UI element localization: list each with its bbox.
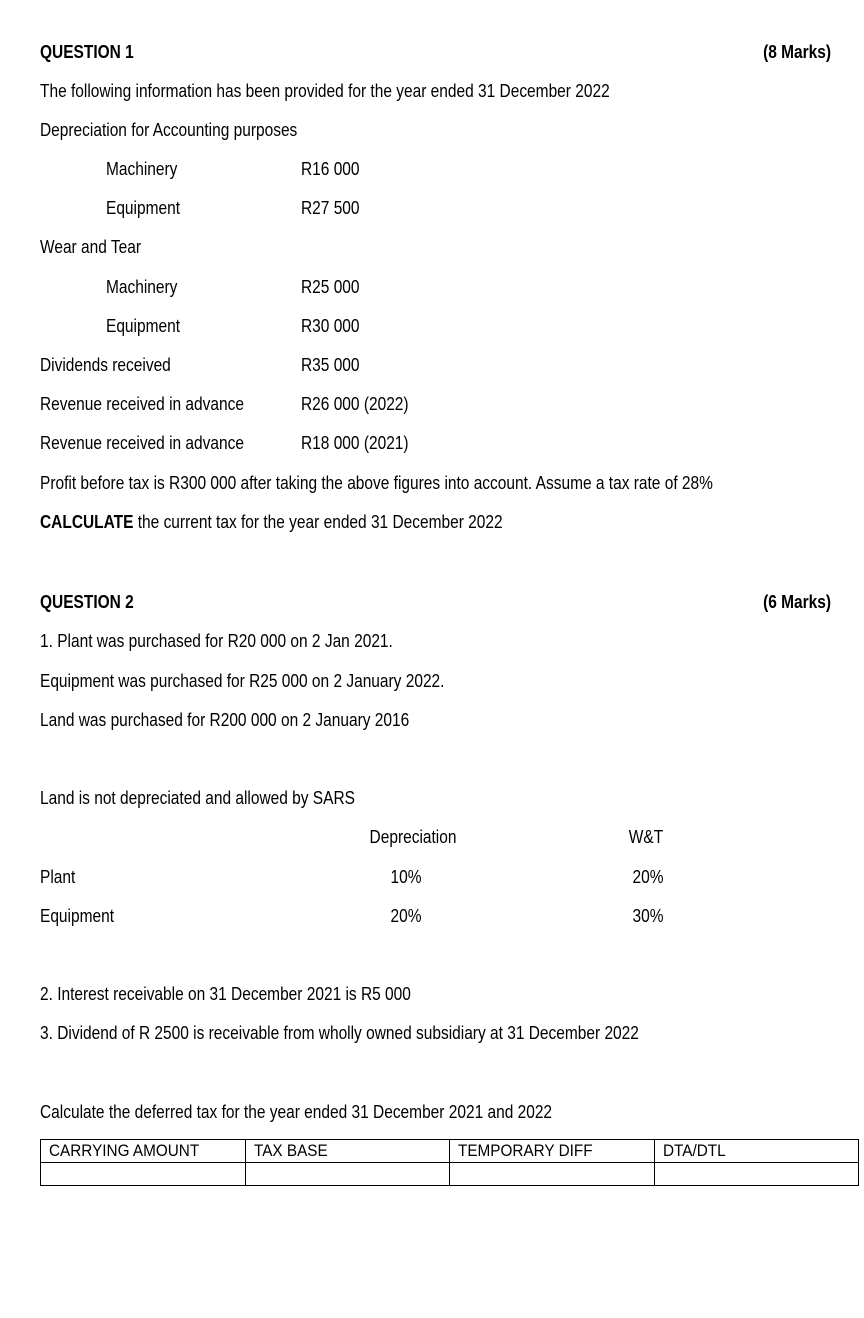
question-2-line: Land was purchased for R200 000 on 2 January 2016 bbox=[40, 710, 410, 730]
question-1-intro: The following information has been provided for the year ended 31 December 2022 bbox=[40, 81, 610, 101]
profit-note: Profit before tax is R300 000 after taking the above figures into account. Assume a tax rate of 28% bbox=[40, 473, 713, 493]
rates-header-wt: W&T bbox=[628, 827, 664, 847]
question-1-title: QUESTION 1 bbox=[40, 42, 134, 62]
note-interest: 2. Interest receivable on 31 December 2021 is R5 000 bbox=[40, 984, 411, 1004]
header-carrying-amount: CARRYING AMOUNT bbox=[49, 1141, 200, 1160]
other-item-value: R35 000 bbox=[301, 355, 360, 375]
wt-item-value: R25 000 bbox=[301, 277, 360, 297]
table-header-cell bbox=[41, 1140, 246, 1163]
question-2-line: Equipment was purchased for R25 000 on 2 January 2022. bbox=[40, 671, 445, 691]
question-2-marks: (6 Marks) bbox=[763, 592, 831, 612]
table-header-cell bbox=[245, 1140, 450, 1163]
wear-and-tear-heading: Wear and Tear bbox=[40, 237, 141, 257]
deferred-tax-table bbox=[40, 1139, 859, 1186]
table-header-cell bbox=[654, 1140, 859, 1163]
table-row bbox=[41, 1163, 859, 1186]
rate-depreciation-value: 10% bbox=[390, 867, 422, 887]
table-cell[interactable] bbox=[245, 1163, 450, 1186]
question-1-instruction bbox=[40, 511, 503, 533]
other-item-label: Dividends received bbox=[40, 355, 171, 375]
wt-item-label: Machinery bbox=[106, 277, 178, 297]
rate-depreciation-value: 20% bbox=[390, 906, 422, 926]
land-note: Land is not depreciated and allowed by SARS bbox=[40, 788, 355, 808]
question-1-marks: (8 Marks) bbox=[763, 42, 831, 62]
other-item-label: Revenue received in advance bbox=[40, 394, 244, 414]
dep-item-value: R16 000 bbox=[301, 159, 360, 179]
header-dta-dtl: DTA/DTL bbox=[662, 1141, 726, 1160]
dep-item-value: R27 500 bbox=[301, 198, 360, 218]
table-header-cell bbox=[450, 1140, 655, 1163]
other-item-value: R18 000 (2021) bbox=[301, 433, 409, 453]
table-cell[interactable] bbox=[41, 1163, 246, 1186]
rate-asset-label: Plant bbox=[40, 867, 76, 887]
other-item-value: R26 000 (2022) bbox=[301, 394, 409, 414]
rates-header-depreciation: Depreciation bbox=[369, 827, 457, 847]
dep-item-label: Machinery bbox=[106, 159, 178, 179]
other-item-label: Revenue received in advance bbox=[40, 433, 244, 453]
rate-asset-label: Equipment bbox=[40, 906, 115, 926]
instruction-text: the current tax for the year ended 31 December 2022 bbox=[133, 512, 503, 532]
depreciation-heading: Depreciation for Accounting purposes bbox=[40, 120, 298, 140]
dep-item-label: Equipment bbox=[106, 198, 181, 218]
header-tax-base: TAX BASE bbox=[253, 1141, 328, 1160]
table-cell[interactable] bbox=[654, 1163, 859, 1186]
deferred-tax-instruction: Calculate the deferred tax for the year ended 31 December 2021 and 2022 bbox=[40, 1102, 553, 1122]
instruction-keyword: CALCULATE bbox=[40, 512, 134, 532]
table-header-row bbox=[41, 1140, 859, 1163]
wt-item-label: Equipment bbox=[106, 316, 181, 336]
wt-item-value: R30 000 bbox=[301, 316, 360, 336]
question-2-title: QUESTION 2 bbox=[40, 592, 134, 612]
rate-wt-value: 20% bbox=[632, 867, 664, 887]
header-temporary-diff: TEMPORARY DIFF bbox=[458, 1141, 593, 1160]
question-2-line: 1. Plant was purchased for R20 000 on 2 Jan 2021. bbox=[40, 631, 393, 651]
note-dividend: 3. Dividend of R 2500 is receivable from wholly owned subsidiary at 31 December 2022 bbox=[40, 1023, 639, 1043]
rate-wt-value: 30% bbox=[632, 906, 664, 926]
table-cell[interactable] bbox=[450, 1163, 655, 1186]
